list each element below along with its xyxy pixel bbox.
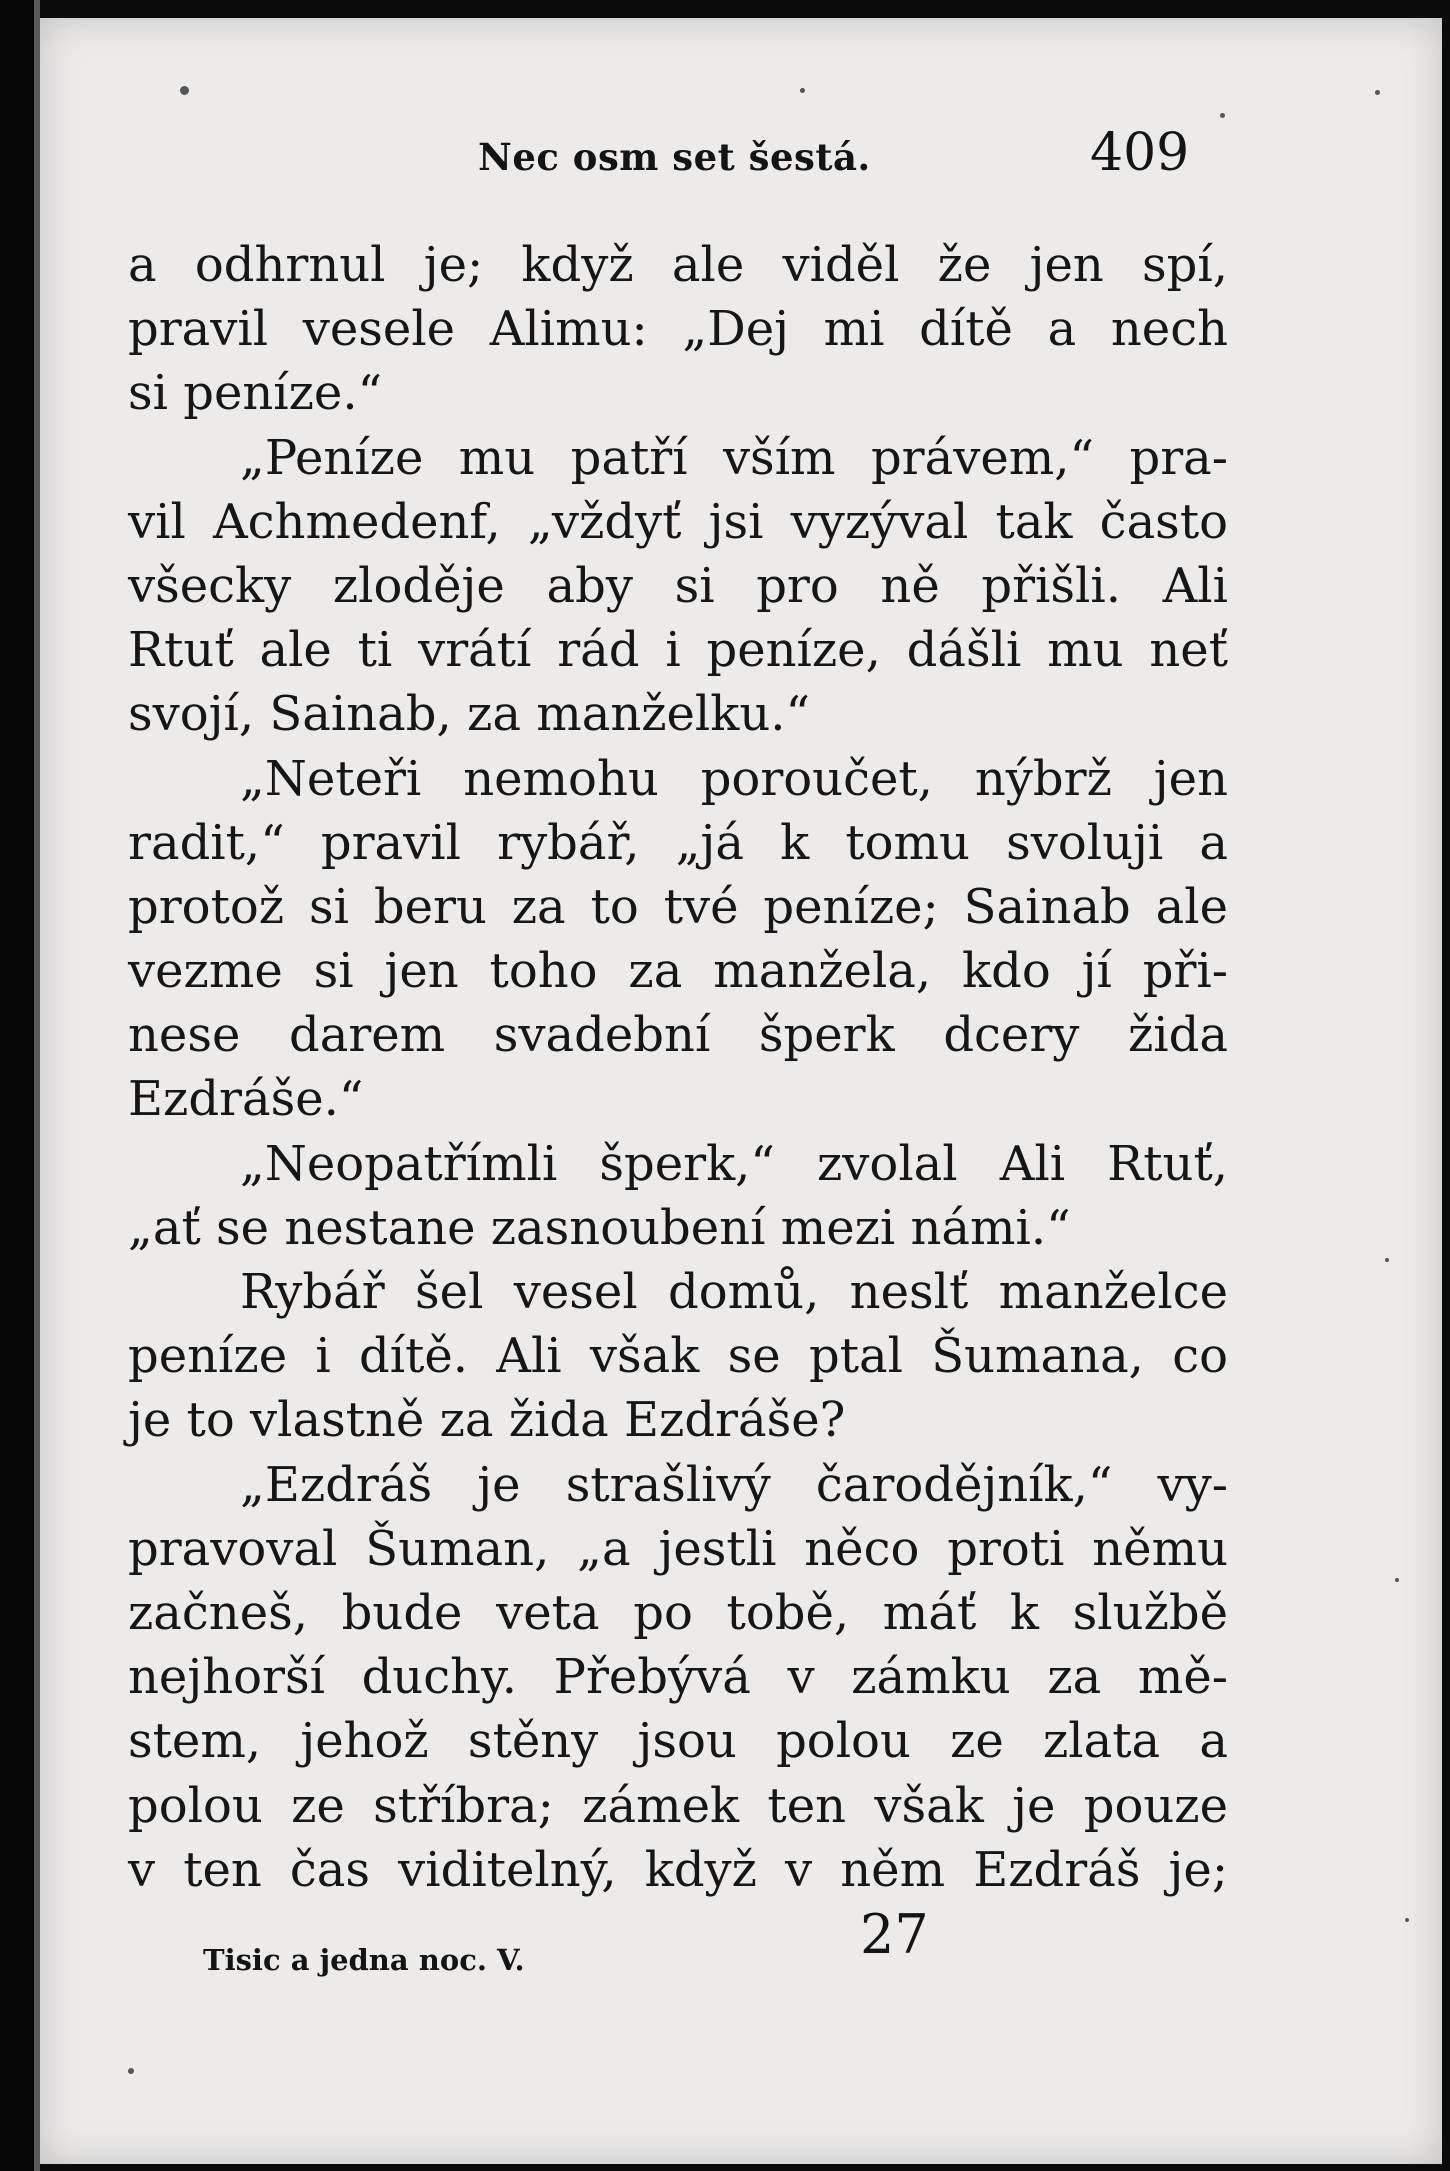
- scan-border-left: [0, 0, 34, 2171]
- sheet-mark: 27: [860, 1903, 929, 1966]
- body-text: [128, 233, 1228, 1902]
- print-speck: [1395, 1578, 1399, 1582]
- text-line: svojí, Sainab, za manželku.“: [128, 686, 811, 743]
- text-line: „Ezdráš je strašlivý čarodějník,“ vy-: [240, 1456, 1228, 1513]
- print-speck: [800, 88, 805, 93]
- text-line: nese darem svadební šperk dcery žida: [128, 1007, 1228, 1064]
- text-line: „Peníze mu patří vším právem,“ pra-: [240, 429, 1228, 486]
- page-number: 409: [1090, 123, 1190, 183]
- text-line: „ať se nestane zasnoubení mezi námi.“: [128, 1199, 1071, 1256]
- text-line: „Neteři nemohu poroučet, nýbrž jen: [240, 750, 1228, 807]
- print-speck: [1220, 113, 1225, 118]
- book-page: [40, 18, 1442, 2164]
- text-line: „Neopatřímli šperk,“ zvolal Ali Rtuť,: [240, 1135, 1228, 1192]
- text-line: vezme si jen toho za manžela, kdo jí při-: [128, 943, 1228, 1000]
- text-line: nejhorší duchy. Přebývá v zámku za mě-: [128, 1649, 1228, 1706]
- text-line: si peníze.“: [128, 365, 383, 422]
- print-speck: [1405, 1918, 1409, 1922]
- running-head: Nec osm set šestá.: [478, 135, 871, 179]
- text-line: v ten čas viditelný, když v něm Ezdráš je;: [128, 1841, 1228, 1898]
- text-line: pravoval Šuman, „a jestli něco proti němu: [128, 1520, 1228, 1577]
- text-line: polou ze stříbra; zámek ten však je pouze: [128, 1777, 1228, 1834]
- printer-signature: Tisic a jedna noc. V.: [203, 1943, 525, 1977]
- print-speck: [1375, 90, 1380, 95]
- print-speck: [180, 86, 189, 95]
- text-line: všecky zloděje aby si pro ně přišli. Ali: [128, 557, 1228, 614]
- text-line: pravil vesele Alimu: „Dej mi dítě a nech: [128, 301, 1228, 358]
- text-line: je to vlastně za žida Ezdráše?: [128, 1392, 846, 1449]
- print-speck: [1385, 1258, 1389, 1262]
- print-speck: [128, 2068, 134, 2074]
- text-line: stem, jehož stěny jsou polou ze zlata a: [128, 1713, 1228, 1770]
- text-line: radit,“ pravil rybář, „já k tomu svoluji a: [128, 814, 1228, 871]
- text-line: vil Achmedenf, „vždyť jsi vyzýval tak často: [128, 493, 1228, 550]
- text-line: a odhrnul je; když ale viděl že jen spí,: [128, 237, 1228, 293]
- text-line: Rybář šel vesel domů, neslť manželce: [240, 1264, 1228, 1320]
- text-line: protož si beru za to tvé peníze; Sainab ale: [128, 878, 1228, 935]
- page-header: [40, 123, 1442, 183]
- text-line: Rtuť ale ti vrátí rád i peníze, dášli mu neť: [128, 622, 1228, 679]
- text-line: Ezdráše.“: [128, 1071, 364, 1128]
- text-line: peníze i dítě. Ali však se ptal Šumana, co: [128, 1328, 1228, 1385]
- text-line: začneš, bude veta po tobě, máť k službě: [128, 1584, 1228, 1641]
